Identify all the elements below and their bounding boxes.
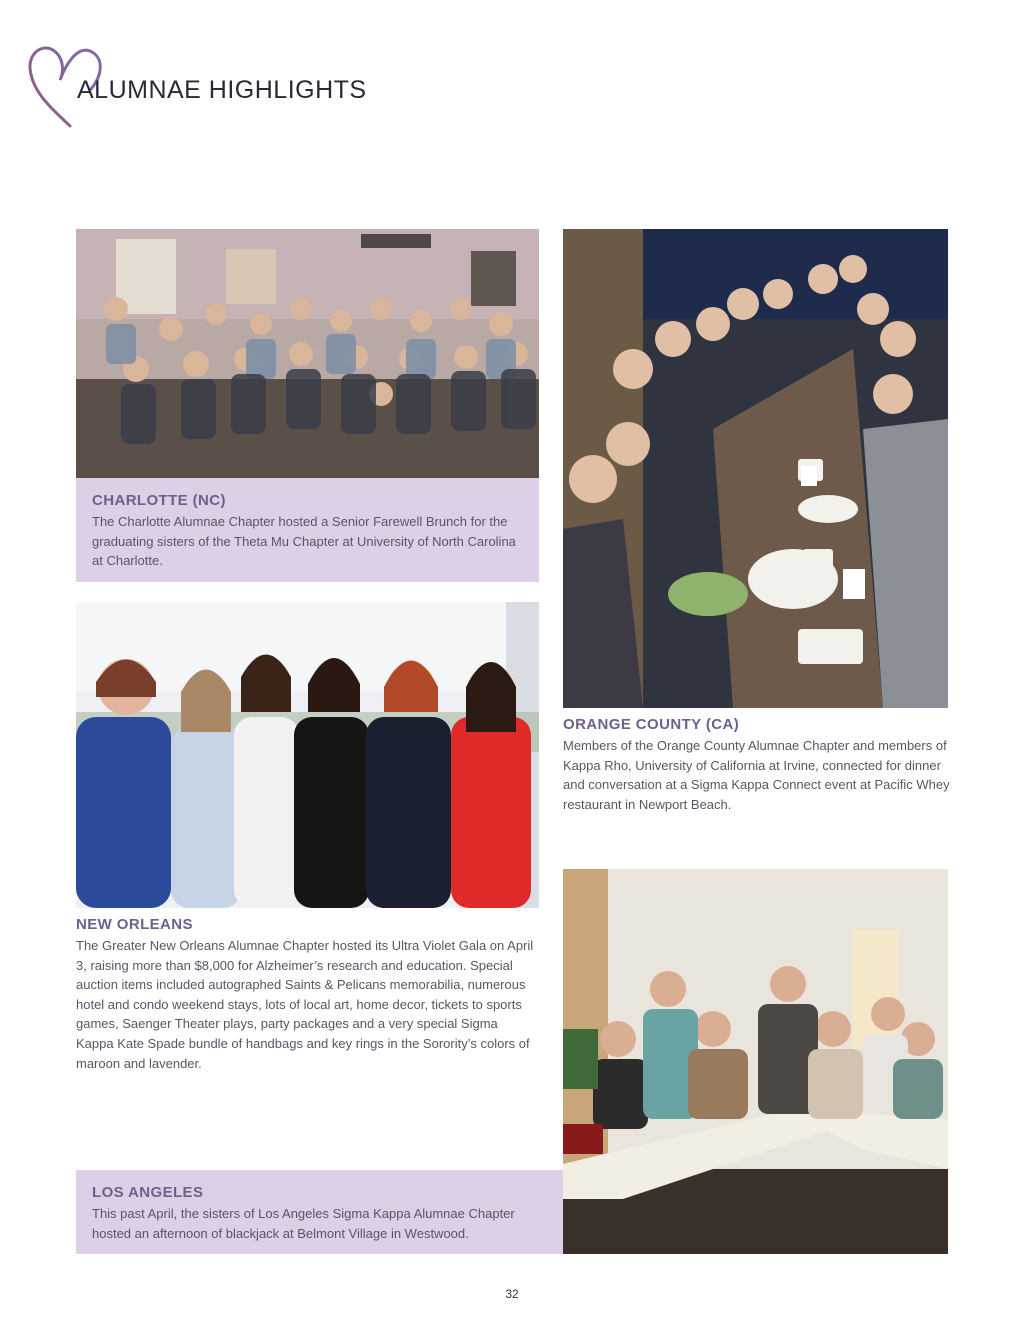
new-orleans-body: The Greater New Orleans Alumnae Chapter hosted its Ultra Violet Gala on April 3, raising more than $8,000 for Alzheimer’s research and education. Special auction items included autographed Saints & Pelicans memorabilia, numerous hotel and condo weekend stays, lots of local art, home decor, tickets to sports games, Saenger Theater plays, party packages and a very special Sigma Kappa Kate Spade bundle of handbags and key rings in the Sorority’s colors of maroon and lavender. <box>76 938 534 1071</box>
orange-county-heading: ORANGE COUNTY (CA) <box>563 716 740 733</box>
los-angeles-body: This past April, the sisters of Los Angeles Sigma Kappa Alumnae Chapter hosted an afternoon of blackjack at Belmont Village in Westwood. <box>92 1206 515 1241</box>
los-angeles-heading: LOS ANGELES <box>92 1184 204 1201</box>
orange-county-caption <box>563 716 955 814</box>
page-title: ALUMNAE HIGHLIGHTS <box>77 76 367 104</box>
charlotte-body: The Charlotte Alumnae Chapter hosted a Senior Farewell Brunch for the graduating sisters of the Theta Mu Chapter at University of North Carolina at Charlotte. <box>92 514 516 569</box>
charlotte-photo <box>76 229 539 478</box>
orange-county-photo <box>563 229 948 708</box>
charlotte-heading: CHARLOTTE (NC) <box>92 492 226 509</box>
page-number: 32 <box>505 1287 519 1301</box>
orange-county-body: Members of the Orange County Alumnae Chapter and members of Kappa Rho, University of California at Irvine, connected for dinner and conversation at a Sigma Kappa Connect event at Pacific Whey restaurant in Newport Beach. <box>563 738 950 812</box>
new-orleans-caption <box>76 916 536 1073</box>
los-angeles-caption <box>76 1170 563 1254</box>
los-angeles-photo <box>563 869 948 1254</box>
new-orleans-photo <box>76 602 539 908</box>
new-orleans-heading: NEW ORLEANS <box>76 916 193 933</box>
charlotte-caption <box>76 478 539 582</box>
